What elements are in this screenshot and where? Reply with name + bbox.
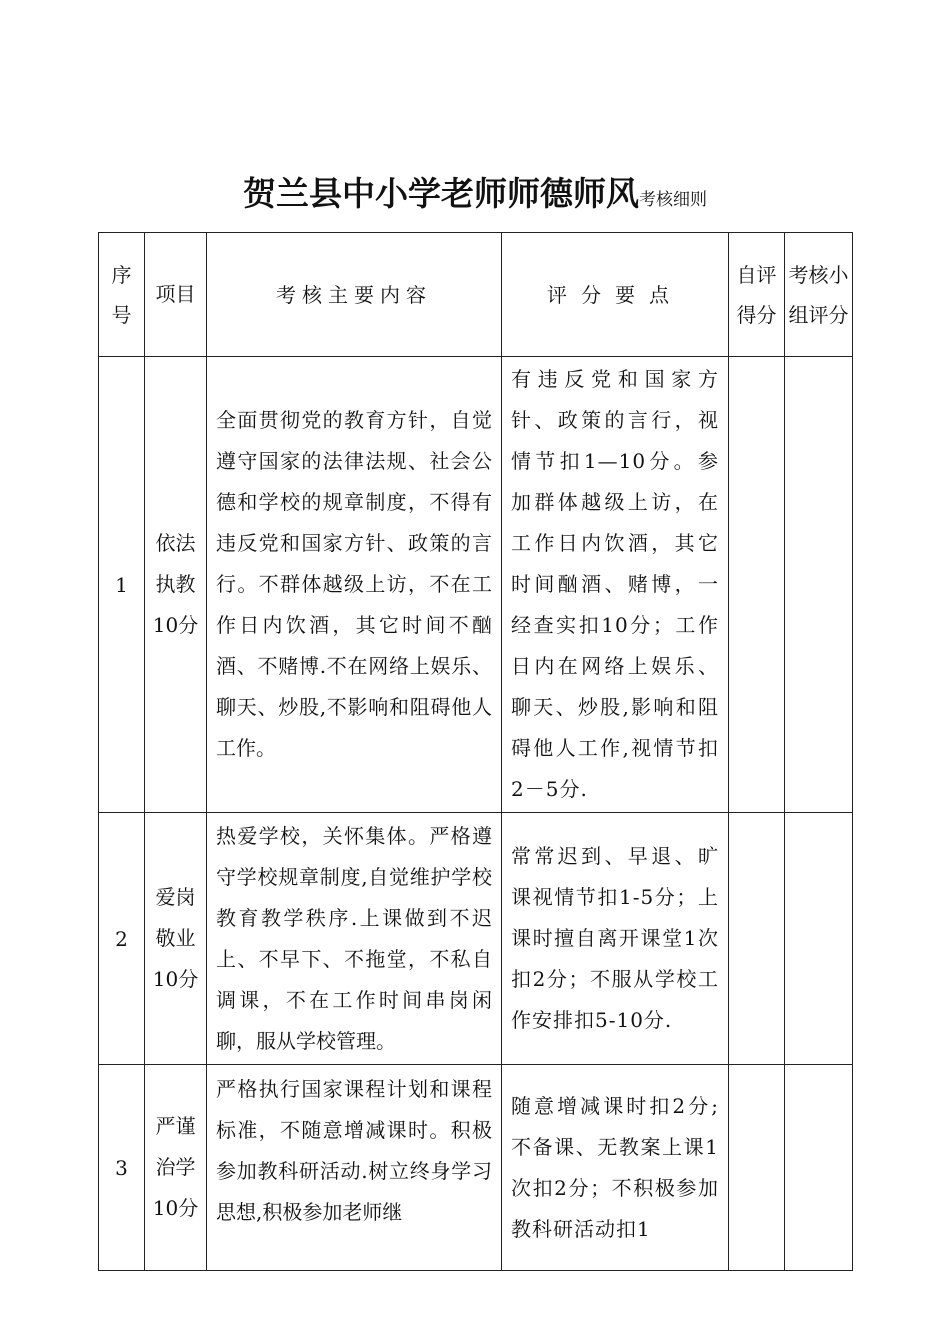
header-scoring: 评分要点 — [502, 233, 729, 357]
row-self-score — [729, 1065, 785, 1271]
header-no: 序号 — [99, 233, 145, 357]
table-row — [99, 357, 853, 813]
row-number: 2 — [99, 813, 145, 1065]
row-content: 热爱学校，关怀集体。严格遵守学校规章制度,自觉维护学校教育教学秩序.上课做到不迟上、不早下、不拖堂，不私自调课，不在工作时间串岗闲聊，服从学校管理。 — [207, 813, 502, 1065]
header-item: 项目 — [145, 233, 207, 357]
row-scoring: 有违反党和国家方针、政策的言行，视情节扣1—10分。参加群体越级上访，在工作日内饮酒，其它时间酗酒、赌博，一经查实扣10分；工作日内在网络上娱乐、聊天、炒股,影响和阻碍他人工作,视情节扣2－5分. — [502, 357, 729, 813]
row-number: 1 — [99, 357, 145, 813]
row-group-score — [785, 813, 853, 1065]
title-main: 贺兰县中小学老师师德师风 — [243, 174, 639, 213]
title-suffix: 考核细则 — [639, 190, 707, 210]
row-content: 全面贯彻党的教育方针，自觉遵守国家的法律法规、社会公德和学校的规章制度，不得有违反党和国家方针、政策的言行。不群体越级上访，不在工作日内饮酒，其它时间不酗酒、不赌博.不在网络上娱乐、聊天、炒股,不影响和阻碍他人工作。 — [207, 357, 502, 813]
row-number: 3 — [99, 1065, 145, 1271]
header-row — [99, 233, 853, 357]
row-group-score — [785, 1065, 853, 1271]
row-scoring: 随意增减课时扣2分;不备课、无教案上课1次扣2分；不积极参加教科研活动扣1 — [502, 1065, 729, 1271]
row-item: 依法执教10分 — [145, 357, 207, 813]
table-row — [99, 1065, 853, 1271]
header-group-score: 考核小组评分 — [785, 233, 853, 357]
row-group-score — [785, 357, 853, 813]
row-self-score — [729, 813, 785, 1065]
row-scoring: 常常迟到、早退、旷课视情节扣1-5分；上课时擅自离开课堂1次扣2分；不服从学校工作安排扣5-10分. — [502, 813, 729, 1065]
header-content: 考核主要内容 — [207, 233, 502, 357]
document-title — [0, 168, 950, 215]
row-item: 严谨治学10分 — [145, 1065, 207, 1271]
header-self-score: 自评得分 — [729, 233, 785, 357]
row-content: 严格执行国家课程计划和课程标准，不随意增减课时。积极参加教科研活动.树立终身学习思想,积极参加老师继 — [207, 1065, 502, 1271]
table-row — [99, 813, 853, 1065]
assessment-table — [98, 232, 853, 1271]
row-item: 爱岗敬业10分 — [145, 813, 207, 1065]
row-self-score — [729, 357, 785, 813]
